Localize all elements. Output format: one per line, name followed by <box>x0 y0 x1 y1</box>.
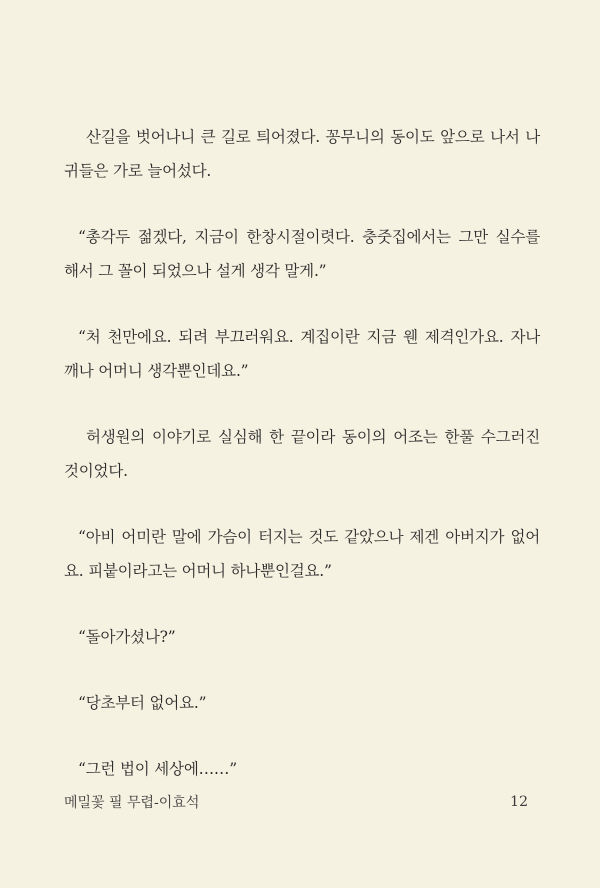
paragraph: “돌아가셨나?” <box>78 628 176 646</box>
page-number: 12 <box>510 794 528 810</box>
paragraph: 산길을 벗어나니 큰 길로 틔어졌다. 꽁무니의 동이도 앞으로 나서 나귀들은 가로 늘어섰다. <box>64 128 540 180</box>
paragraph: 허생원의 이야기로 실심해 한 끝이라 동이의 어조는 한풀 수그러진 것이었다. <box>64 428 540 480</box>
paragraph: “당초부터 없어요.” <box>78 694 207 712</box>
page-body <box>64 120 540 818</box>
paragraph: “아비 어미란 말에 가슴이 터지는 것도 같았으나 제겐 아버지가 없어요. 피붙이라고는 어머니 하나뿐인걸요.” <box>64 528 540 580</box>
paragraph: “그런 법이 세상에……” <box>78 760 237 778</box>
book-title: 메밀꽃 필 무렵-이효석 <box>64 795 200 811</box>
paragraph: “처 천만에요. 되려 부끄러워요. 계집이란 지금 웬 제격인가요. 자나 깨나 어머니 생각뿐인데요.” <box>64 328 540 380</box>
paragraph: “총각두 젊겠다, 지금이 한창시절이렷다. 충줏집에서는 그만 실수를 해서 그 꼴이 되었으나 설게 생각 말게.” <box>64 228 540 280</box>
page-footer <box>64 790 528 814</box>
